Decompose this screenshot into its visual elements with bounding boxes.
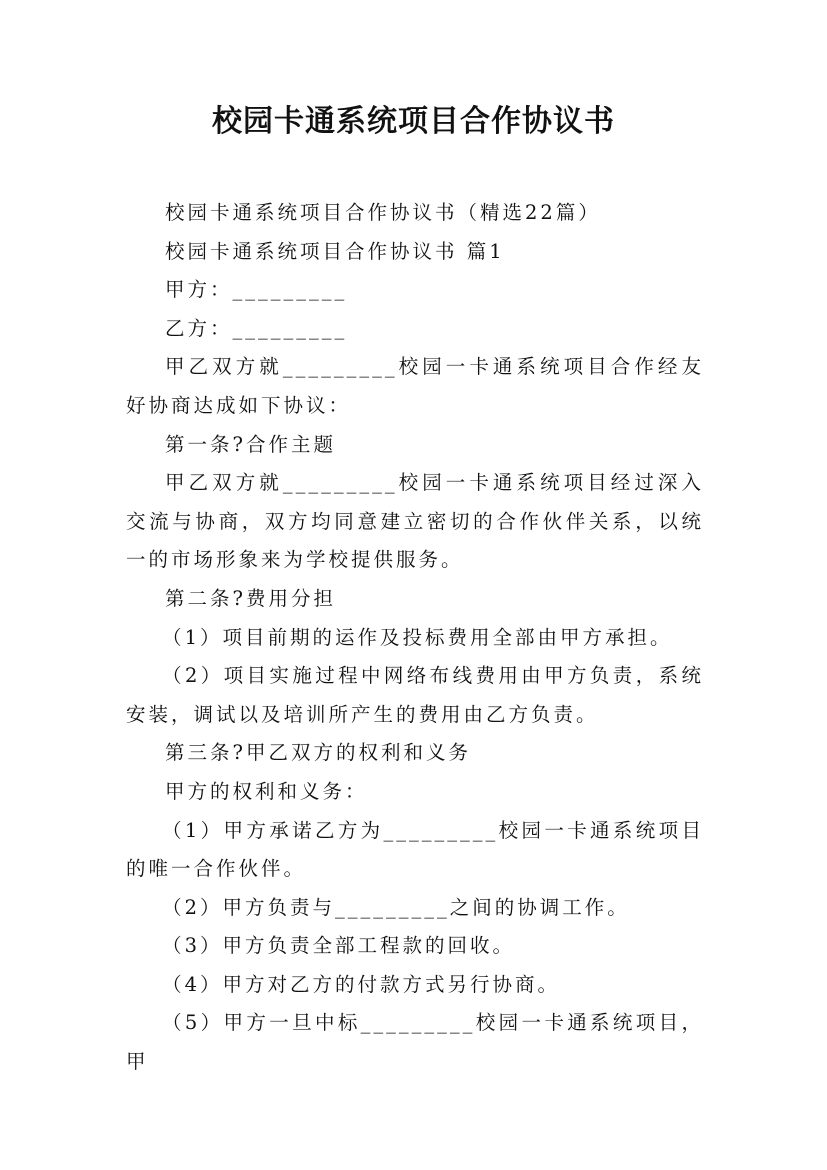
paragraph-party-b: 乙方：_________ <box>165 316 348 340</box>
document-body <box>126 194 704 1082</box>
paragraph-article-2-heading: 第二条?费用分担 <box>165 586 336 610</box>
paragraph-party-a-item-5: （5）甲方一旦中标_________校园一卡通系统项目，甲 <box>126 1011 704 1074</box>
paragraph-party-a-item-4: （4）甲方对乙方的付款方式另行协商。 <box>162 972 560 996</box>
paragraph-article-2-item-2: （2）项目实施过程中网络布线费用由甲方负责，系统安装，调试以及培训所产生的费用由乙方负责。 <box>126 664 704 726</box>
paragraph-article-2-item-1: （1）项目前期的运作及投标费用全部由甲方承担。 <box>162 625 673 649</box>
paragraph-party-a-item-1: （1）甲方承诺乙方为_________校园一卡通系统项目的唯一合作伙伴。 <box>126 818 704 881</box>
paragraph-party-a: 甲方：_________ <box>165 278 348 302</box>
paragraph-party-a-item-2: （2）甲方负责与_________之间的协调工作。 <box>162 895 630 919</box>
paragraph-preamble: 甲乙双方就_________校园一卡通系统项目合作经友好协商达成如下协议： <box>126 355 704 417</box>
paragraph-subtitle: 校园卡通系统项目合作协议书（精选22篇） <box>165 201 601 224</box>
paragraph-article-3-heading: 第三条?甲乙双方的权利和义务 <box>165 741 471 765</box>
paragraph-article-1-heading: 第一条?合作主题 <box>165 432 336 456</box>
paragraph-party-a-rights-heading: 甲方的权利和义务： <box>165 779 368 803</box>
paragraph-party-a-item-3: （3）甲方负责全部工程款的回收。 <box>162 934 515 958</box>
paragraph-section-heading: 校园卡通系统项目合作协议书 篇1 <box>165 239 505 263</box>
paragraph-article-1-body: 甲乙双方就_________校园一卡通系统项目经过深入交流与协商，双方均同意建立密切的合作伙伴关系，以统一的市场形象来为学校提供服务。 <box>126 471 704 572</box>
document-title: 校园卡通系统项目合作协议书 <box>212 104 615 139</box>
